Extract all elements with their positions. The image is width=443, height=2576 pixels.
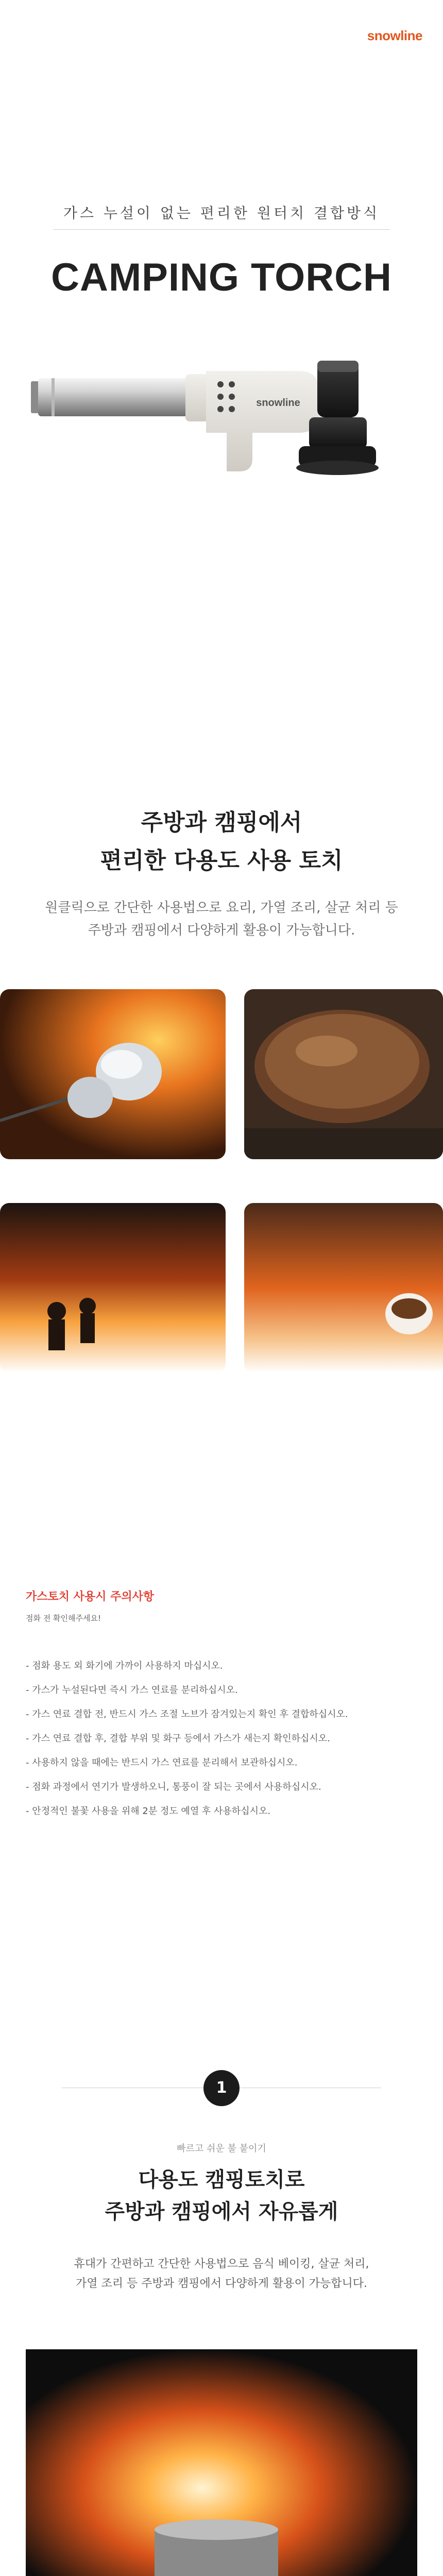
step-number-badge: 1 xyxy=(203,2070,240,2106)
campfire-photo xyxy=(0,1203,226,1373)
grill-flame-photo xyxy=(244,1203,443,1373)
title-line: 주방과 캠핑에서 자유롭게 xyxy=(105,2200,338,2224)
warning-item: - 가스가 누설된다면 즉시 가스 연료를 분리하십시오. xyxy=(26,1685,238,1696)
description-line: 가열 조리 등 주방과 캠핑에서 다양하게 활용이 가능합니다. xyxy=(76,2277,367,2290)
tagline: 가스 누설이 없는 편리한 원터치 결합방식 xyxy=(63,205,380,222)
description-line: 원클릭으로 간단한 사용법으로 요리, 가열 조리, 살균 처리 등 xyxy=(45,900,398,916)
section-title xyxy=(0,2164,443,2228)
torch-product-image xyxy=(31,355,412,520)
warning-list xyxy=(26,1654,428,1823)
warning-subtitle: 점화 전 확인해주세요! xyxy=(26,1614,101,1623)
warning-item: - 안정적인 불꽃 사용을 위해 2분 정도 예열 후 사용하십시오. xyxy=(26,1806,271,1817)
warning-title: 가스토치 사용시 주의사항 xyxy=(26,1590,155,1603)
description-line: 주방과 캠핑에서 다양하게 활용이 가능합니다. xyxy=(88,923,355,938)
warning-item: - 점화 용도 외 화기에 가까이 사용하지 마십시오. xyxy=(26,1660,223,1671)
feature-description xyxy=(0,896,443,942)
brand-logo[interactable]: snowline xyxy=(367,28,422,43)
section-kicker: 빠르고 쉬운 불 붙이기 xyxy=(177,2143,266,2154)
section-description xyxy=(0,2255,443,2294)
grilled-patty-photo xyxy=(244,989,443,1159)
torch-flame-photo xyxy=(26,2349,417,2576)
feature-headline xyxy=(0,804,443,880)
warning-item: - 사용하지 않을 때에는 반드시 가스 연료를 분리해서 보관하십시오. xyxy=(26,1757,298,1768)
marshmallow-photo xyxy=(0,989,226,1159)
headline-line: 주방과 캠핑에서 xyxy=(141,809,302,836)
title-line: 다용도 캠핑토치로 xyxy=(138,2168,305,2192)
warning-item: - 가스 연료 결합 전, 반드시 가스 조절 노브가 잠겨있는지 확인 후 결합하십시오. xyxy=(26,1709,348,1720)
warning-item: - 가스 연료 결합 후, 결합 부위 및 화구 등에서 가스가 새는지 확인하십시오. xyxy=(26,1733,330,1744)
product-title: CAMPING TORCH xyxy=(51,256,392,299)
description-line: 휴대가 간편하고 간단한 사용법으로 음식 베이킹, 살균 처리, xyxy=(74,2258,369,2270)
divider xyxy=(53,229,390,230)
warning-item: - 점화 과정에서 연기가 발생하오니, 통풍이 잘 되는 곳에서 사용하십시오. xyxy=(26,1782,321,1792)
headline-line: 편리한 다용도 사용 토치 xyxy=(100,848,343,874)
torch-brand-label: snowline xyxy=(256,397,300,409)
